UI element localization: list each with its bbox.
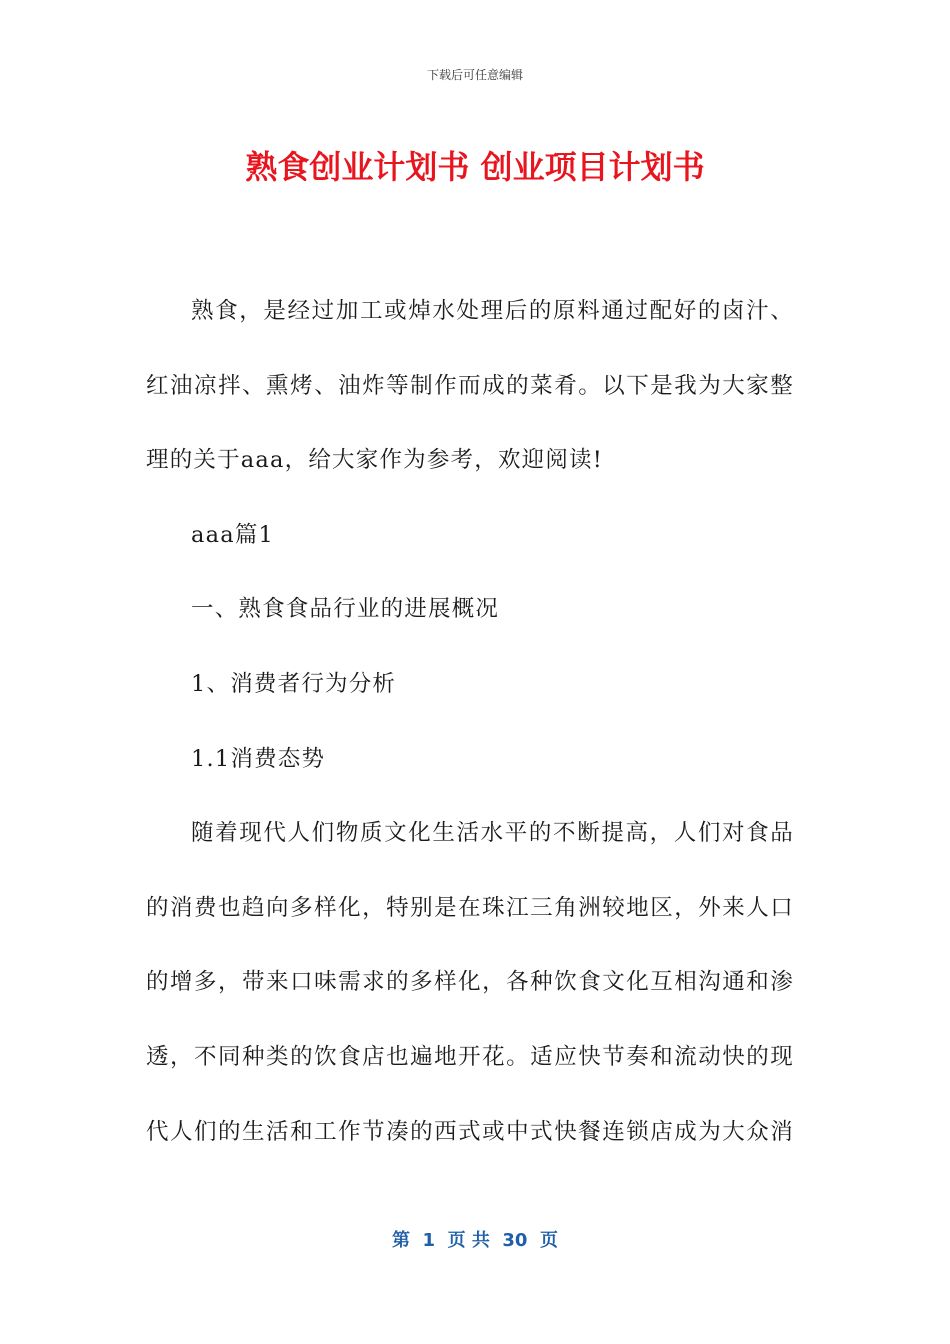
paragraph-heading-2: 1、消费者行为分析	[191, 670, 397, 697]
paragraph-consumption-trend: 随着现代人们物质文化生活水平的不断提高，人们对食品的消费也趋向多样化，特别是在珠江三角洲较地区，外来人口的增多，带来口味需求的多样化，各种饮食文化互相沟通和渗透，不同种类的饮食店也遍地开花。适应快节奏和流动快的现代人们的生活和工作节凑的西式或中式快餐连锁店成为大众消	[146, 820, 794, 1145]
paragraph-intro: 熟食，是经过加工或焯水处理后的原料通过配好的卤汁、红油凉拌、熏烤、油炸等制作而成的菜肴。以下是我为大家整理的关于aaa，给大家作为参考，欢迎阅读!	[146, 298, 794, 474]
paragraph-section-label: aaa篇1	[191, 521, 275, 548]
header-note: 下载后可任意编辑	[426, 68, 523, 82]
document-title: 熟食创业计划书 创业项目计划书	[245, 148, 705, 186]
page-number-footer: 第 1 页 共 30 页	[392, 1230, 558, 1251]
paragraph-heading-1: 一、熟食食品行业的进展概况	[191, 596, 500, 623]
paragraph-heading-3: 1.1消费态势	[191, 745, 326, 772]
document-body	[146, 274, 794, 1169]
